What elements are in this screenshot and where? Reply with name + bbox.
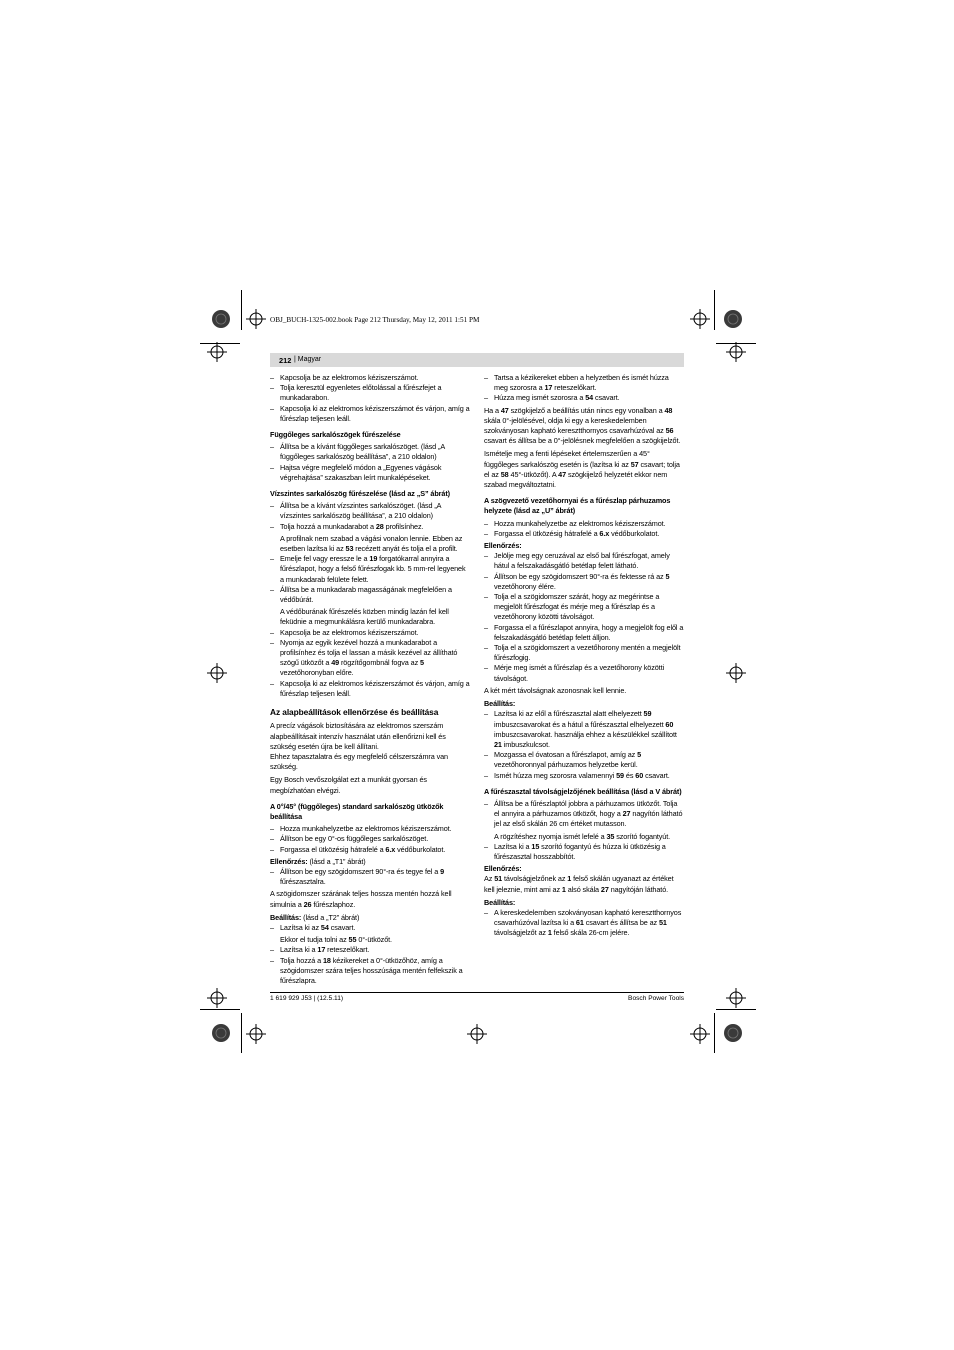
section-list — [484, 551, 684, 684]
list-item: – Tolja keresztül egyenletes előtolással a fűrészfejet a munkadarabon. — [270, 383, 470, 403]
list-item: – Mozgassa el óvatosan a fűrészlapot, amíg az 5 vezetőhoronnyal párhuzamos helyzetbe kerül. — [484, 750, 684, 770]
list-item: – Állítson be egy szögidomszert 90°-ra és fektesse rá az 5 vezetőhorony élére. — [484, 572, 684, 592]
section-heading: Vízszintes sarkalószög fűrészelése (lásd az „S” ábrát) — [270, 489, 450, 499]
registration-mark-icon — [207, 663, 227, 683]
registration-mark-icon — [467, 1024, 487, 1044]
list-item: – Tolja hozzá a munkadarabot a 28 profilsínhez. — [270, 522, 470, 532]
registration-mark-icon — [207, 988, 227, 1008]
crop-mark — [714, 290, 715, 330]
list-item: – Hozza munkahelyzetbe az elektromos kéziszerszámot. — [484, 519, 684, 529]
check-label: Ellenőrzés: — [484, 864, 522, 874]
list-item: – Ismét húzza meg szorosra valamennyi 59 és 60 csavart. — [484, 771, 684, 781]
list-item: – Jelölje meg egy ceruzával az első bal fűrészfogat, amely hátul a felszakadásgátló betétlap felett látható. — [484, 551, 684, 571]
list-item-continuation: Ekkor el tudja tolni az 55 0°-ütközőt. — [280, 935, 392, 945]
header-bar — [270, 353, 684, 367]
registration-mark-icon — [246, 309, 266, 329]
color-dial-icon — [724, 310, 742, 328]
crop-mark — [241, 1013, 242, 1053]
footer-doc-number: 1 619 929 J53 | (12.5.11) — [270, 995, 344, 1002]
list-item: – Kapcsolja be az elektromos kéziszerszámot. — [270, 373, 470, 383]
paragraph: Az 51 távolságjelzőnek az 1 felső skálán ugyanazt az értéket kell jeleznie, mint ami az 1 alsó skála 27 nagyítóján látható. — [484, 874, 674, 894]
list-item: – Forgassa el a fűrészlapot annyira, hogy a megjelölt fog elől a felszakadásgátló betétlap felett álljon. — [484, 623, 684, 643]
registration-mark-icon — [726, 342, 746, 362]
section-list — [484, 709, 684, 780]
adjust-label: Beállítás: — [484, 897, 516, 907]
paragraph: A két mért távolságnak azonosnak kell lennie. — [484, 685, 627, 695]
check-label: Ellenőrzés: — [484, 541, 522, 551]
section-list — [484, 799, 684, 830]
section-heading: Függőleges sarkalószögek fűrészelése — [270, 430, 401, 440]
list-item: – Állítsa be a kívánt vízszintes sarkalószöget. (lásd „A vízszintes sarkalószög beállítása”, a 210 oldalon) — [270, 501, 470, 521]
paragraph: A precíz vágások biztosítására az elektromos szerszám alapbeállításait intenzív használat után ellenőrizni kell és szükség esetén újra be kell állítani. Ehhez tapasztalatra és egy megfelelő célszerszámra van szükség. — [270, 721, 448, 772]
section-heading: A 0°/45° (függőleges) standard sarkalószög ütközők beállítása — [270, 801, 444, 821]
list-item: – Állítsa be a munkadarab magasságának megfelelően a védőbúrát. — [270, 585, 470, 605]
section-list — [484, 373, 684, 404]
list-item: – Emelje fel vagy eressze le a 19 forgatókarral annyira a fűrészlapot, hogy a felső fűrészfogak kb. 5 mm-rel legyenek a munkadarab felülete felett. — [270, 554, 470, 585]
section-heading: A szögvezető vezetőhornyai és a fűrészlap párhuzamos helyzete (lásd az „U” ábrát) — [484, 496, 671, 516]
crop-mark — [200, 1009, 240, 1010]
list-item: – Állítsa be a fűrészlaptól jobbra a párhuzamos ütközőt. Tolja el annyira a párhuzamos ütközőt, hogy a 27 nagyítón látható jel az első skálán 26 cm értéket mutasson. — [484, 799, 684, 830]
footer-rule — [270, 992, 684, 993]
right-column — [484, 373, 684, 941]
section-heading: A fűrészasztal távolságjelzőjének beállítása (lásd a V ábrát) — [484, 786, 682, 796]
registration-mark-icon — [690, 1024, 710, 1044]
color-dial-icon — [212, 310, 230, 328]
paragraph: Egy Bosch vevőszolgálat ezt a munkát gyorsan és megbízhatóan elvégzi. — [270, 775, 427, 795]
section-list — [270, 824, 470, 855]
section-list — [484, 842, 684, 862]
section-list — [270, 501, 470, 532]
registration-mark-icon — [690, 309, 710, 329]
slug-line: OBJ_BUCH-1325-002.book Page 212 Thursday, May 12, 2011 1:51 PM — [270, 316, 480, 324]
list-item: – Hozza munkahelyzetbe az elektromos kéziszerszámot. — [270, 824, 470, 834]
registration-mark-icon — [726, 663, 746, 683]
color-dial-icon — [212, 1024, 230, 1042]
registration-mark-icon — [726, 988, 746, 1008]
adjust-label: Beállítás: (lásd a „T2” ábrát) — [270, 912, 360, 922]
list-item: – Mérje meg ismét a fűrészlap és a vezetőhorony közötti távolságot. — [484, 663, 684, 683]
paragraph: A szögidomszer szárának teljes hossza mentén hozzá kell simulnia a 26 fűrészlaphoz. — [270, 889, 452, 909]
list-item: – Állítsa be a kívánt függőleges sarkalószöget. (lásd „A függőleges sarkalószög beállítása”, a 210 oldalon) — [270, 442, 470, 462]
section-list — [270, 923, 470, 933]
list-item: – Állítson be egy 0°-os függőleges sarkalószöget. — [270, 834, 470, 844]
list-item: – Tolja el a szögidomszer szárát, hogy az megérintse a megjelölt fűrészfogat és mérje meg a fűrészlap és a vezetőhorony közötti távolságot. — [484, 592, 684, 623]
list-item: – Kapcsolja ki az elektromos kéziszerszámot és várjon, amíg a fűrészlap teljesen leáll. — [270, 404, 470, 424]
section-list — [270, 867, 470, 887]
registration-mark-icon — [207, 342, 227, 362]
list-item: – Tartsa a kézikereket ebben a helyzetben és ismét húzza meg szorosra a 17 reteszelőkart. — [484, 373, 684, 393]
registration-mark-icon — [246, 1024, 266, 1044]
list-item: – Tolja el a szögidomszert a vezetőhorony mentén a megjelölt fűrészfogig. — [484, 643, 684, 663]
list-item: – Lazítsa ki a 17 reteszelőkart. — [270, 945, 470, 955]
list-item: – Forgassa el ütközésig hátrafelé a 6.x védőburkolatot. — [270, 845, 470, 855]
list-item: – Kapcsolja be az elektromos kéziszerszámot. — [270, 628, 470, 638]
paragraph: Ha a 47 szögkijelző a beállítás után nincs egy vonalban a 48 skála 0°-jelölésével, oldja ki egy a kereskedelemben szokványosan kapható keresztthornyos csavarhúzóval az 56 csavart és állítsa be a 0°-jelölésnek megfelelően a szögkijelzőt. — [484, 405, 681, 446]
list-item: – Nyomja az egyik kezével hozzá a munkadarabot a profilsínhez és tolja el lassan a másik kezével az állítható szögű ütközőt a 49 rögzítőgombnál fogva az 5 vezetőhoronyban előre. — [270, 638, 470, 679]
list-item-continuation: A profilnak nem szabad a vágási vonalon lennie. Ebben az esetben lazítsa ki az 53 recézett anyát és tolja el a profilt. — [280, 533, 463, 554]
crop-mark — [241, 290, 242, 330]
list-item: – Tolja hozzá a 18 kézikereket a 0°-ütközőhöz, amíg a szögidomszer szára teljes hosszúsága mentén felfekszik a fűrészlapra. — [270, 956, 470, 987]
list-item: – Hajtsa végre megfelelő módon a „Egyenes vágások végrehajtása” szakaszban leírt munkalépéseket. — [270, 463, 470, 483]
section-list — [270, 945, 470, 986]
paragraph: Ismételje meg a fenti lépéseket értelemszerűen a 45° függőleges sarkalószög esetén is (lazítsa ki az 57 csavart; tolja el az 58 45°-ütközőt). A 47 szögkijelző helyzetét ekkor nem szabad megváltoztatni. — [484, 449, 680, 490]
color-dial-icon — [724, 1024, 742, 1042]
list-item: – Forgassa el ütközésig hátrafelé a 6.x védőburkolatot. — [484, 529, 684, 539]
list-item: – Állítson be egy szögidomszert 90°-ra és tegye fel a 9 fűrészasztalra. — [270, 867, 470, 887]
intro-list — [270, 373, 470, 424]
list-item: – Lazítsa ki az elől a fűrészasztal alatt elhelyezett 59 imbuszcsavarokat és a hátul a fűrészasztal elhelyezett 60 imbuszcsavarokat. használja ehhez a készülékkel szállított 21 imbuszkulcsot. — [484, 709, 684, 750]
main-heading: Az alapbeállítások ellenőrzése és beállítása — [270, 707, 439, 718]
list-item-continuation: A védőburának fűrészelés közben mindig lazán fel kell feküdnie a megmunkálásra kerülő munkadarabra. — [280, 607, 449, 627]
list-item: – Lazítsa ki a 15 szorító fogantyú és húzza ki ütközésig a fűrészasztal hosszabbítót. — [484, 842, 684, 862]
section-list — [270, 554, 470, 605]
section-list — [484, 908, 684, 939]
adjust-label: Beállítás: — [484, 699, 516, 709]
page-language: | Magyar — [294, 356, 321, 363]
footer-brand: Bosch Power Tools — [628, 995, 684, 1002]
check-label: Ellenőrzés: (lásd a „T1” ábrát) — [270, 856, 366, 866]
section-list — [270, 442, 470, 483]
list-item-continuation: A rögzítéshez nyomja ismét lefelé a 35 szorító fogantyút. — [494, 831, 671, 841]
list-item: – A kereskedelemben szokványosan kapható keresztthornyos csavarhúzóval lazítsa ki a 61 csavart és állítsa be az 51 távolságjelzőt az 1 felső skála 26-cm jelére. — [484, 908, 684, 939]
list-item: – Lazítsa ki az 54 csavart. — [270, 923, 470, 933]
crop-mark — [714, 1013, 715, 1053]
list-item: – Húzza meg ismét szorosra a 54 csavart. — [484, 393, 684, 403]
list-item: – Kapcsolja ki az elektromos kéziszerszámot és várjon, amíg a fűrészlap teljesen leáll. — [270, 679, 470, 699]
section-list — [484, 519, 684, 539]
crop-mark — [716, 1009, 756, 1010]
left-column — [270, 373, 470, 988]
page-number: 212 — [279, 356, 292, 365]
section-list — [270, 628, 470, 699]
